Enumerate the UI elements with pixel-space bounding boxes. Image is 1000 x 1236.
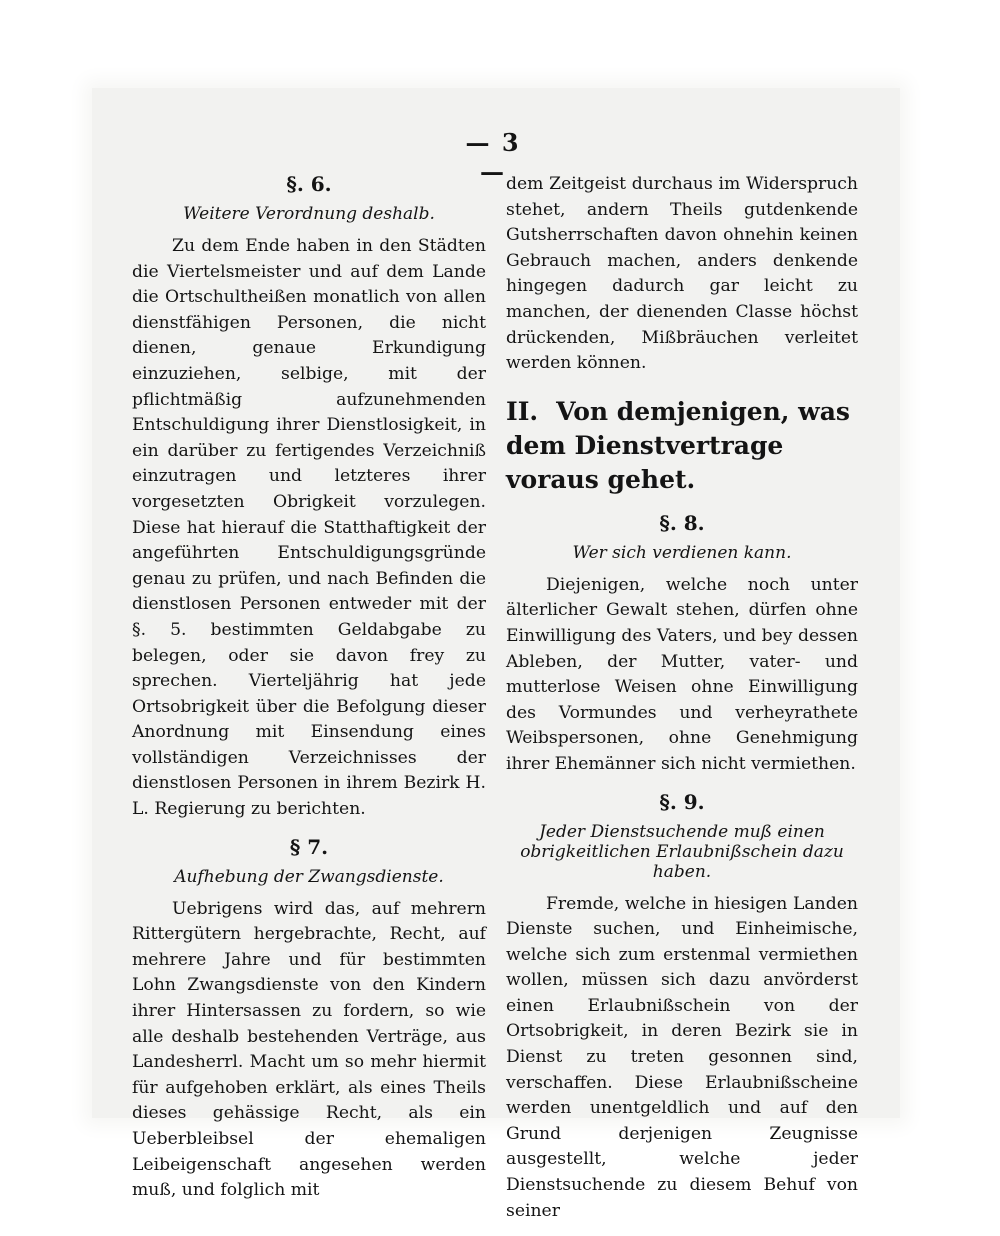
section-7-number: § 7. [289, 834, 329, 859]
left-column [132, 168, 486, 1216]
section-6-number: §. 6. [286, 172, 332, 196]
page-number: — 3 — [465, 128, 521, 186]
chapter-title: Von demjenigen, was dem Dienstvertrage voraus gehet. [506, 396, 850, 494]
section-7-title: Aufhebung der Zwangsdienste. [174, 866, 444, 887]
section-9-number: §. 9. [659, 789, 705, 814]
chapter-heading [506, 395, 858, 497]
section-6-text: Zu dem Ende haben in den Städten die Viertelsmeister und auf dem Lande die Ortschultheißen monatlich von allen dienstfähigen Personen, die nicht dienen, genaue Erkundigung einzuziehen, selbige, mit der pflichtmäßig aufzunehmenden Entschuldigung ihrer Dienstlosigkeit, in ein darüber zu fertigendes Verzeichniß einzutragen und letzteres ihrer vorgesetzten Obrigkeit vorzulegen. Diese hat hierauf die Statthaftigkeit der angeführten Entschuldigungsgründe genau zu prüfen, und nach Befinden die dienstlosen Personen entweder mit der §. 5. bestimmten Geldabgabe zu belegen, oder sie davon frey zu sprechen. Vierteljährig hat jede Ortsobrigkeit über die Befolgung dieser Anordnung mit Einsendung eines vollständigen Verzeichnisses der dienstlosen Personen in ihrem Bezirk H. L. Regierung zu berichten. [132, 236, 486, 820]
section-6-title: Weitere Verordnung deshalb. [183, 204, 435, 224]
section-7-text: Uebrigens wird das, auf mehrern Rittergütern hergebrachte, Recht, auf mehrere Jahre und für bestimmten Lohn Zwangsdienste von den Kindern ihrer Hintersassen zu fordern, so wie alle deshalb bestehenden Verträge, aus Landesherrl. Macht um so mehr hiermit für aufgehoben erklärt, als eines Theils dieses gehässige Recht, als ein Ueberbleibsel der ehemaligen Leibeigenschaft angesehen werden muß, und folglich mit [132, 898, 486, 1201]
chapter-number: II. [506, 396, 539, 426]
section-8-number: §. 8. [659, 510, 705, 535]
continuation-text: dem Zeitgeist durchaus im Widerspruch stehet, andern Theils gutdenkende Gutsherrschaften davon ohnehin keinen Gebrauch machen, anders denkende hingegen dadurch gar leicht zu manchen, der dienenden Classe höchst drückenden, Mißbräuchen verleitet werden können. [506, 174, 858, 374]
section-8-title: Wer sich verdienen kann. [572, 542, 792, 563]
right-column [506, 172, 858, 1236]
section-8-text: Diejenigen, welche noch unter älterlicher Gewalt stehen, dürfen ohne Einwilligung des Vaters, und bey dessen Ableben, der Mutter, vater- und mutterlose Weisen ohne Einwilligung des Vormundes und verheyrathete Weibspersonen, ohne Genehmigung ihrer Ehemänner sich nicht vermiethen. [506, 574, 859, 774]
section-9-title: Jeder Dienstsuchende muß einen obrigkeitlichen Erlaubnißschein dazu haben. [520, 821, 844, 882]
section-9-text: Fremde, welche in hiesigen Landen Dienste suchen, und Einheimische, welche sich zum erstenmal vermiethen wollen, müssen sich dazu anvörderst einen Erlaubnißschein von der Ortsobrigkeit, in deren Bezirk sie in Dienst zu treten gesonnen sind, verschaffen. Diese Erlaubnißscheine werden unentgeldlich und auf den Grund derjenigen Zeugnisse ausgestellt, welche jeder Dienstsuchende zu diesem Behuf von seiner [506, 893, 858, 1221]
